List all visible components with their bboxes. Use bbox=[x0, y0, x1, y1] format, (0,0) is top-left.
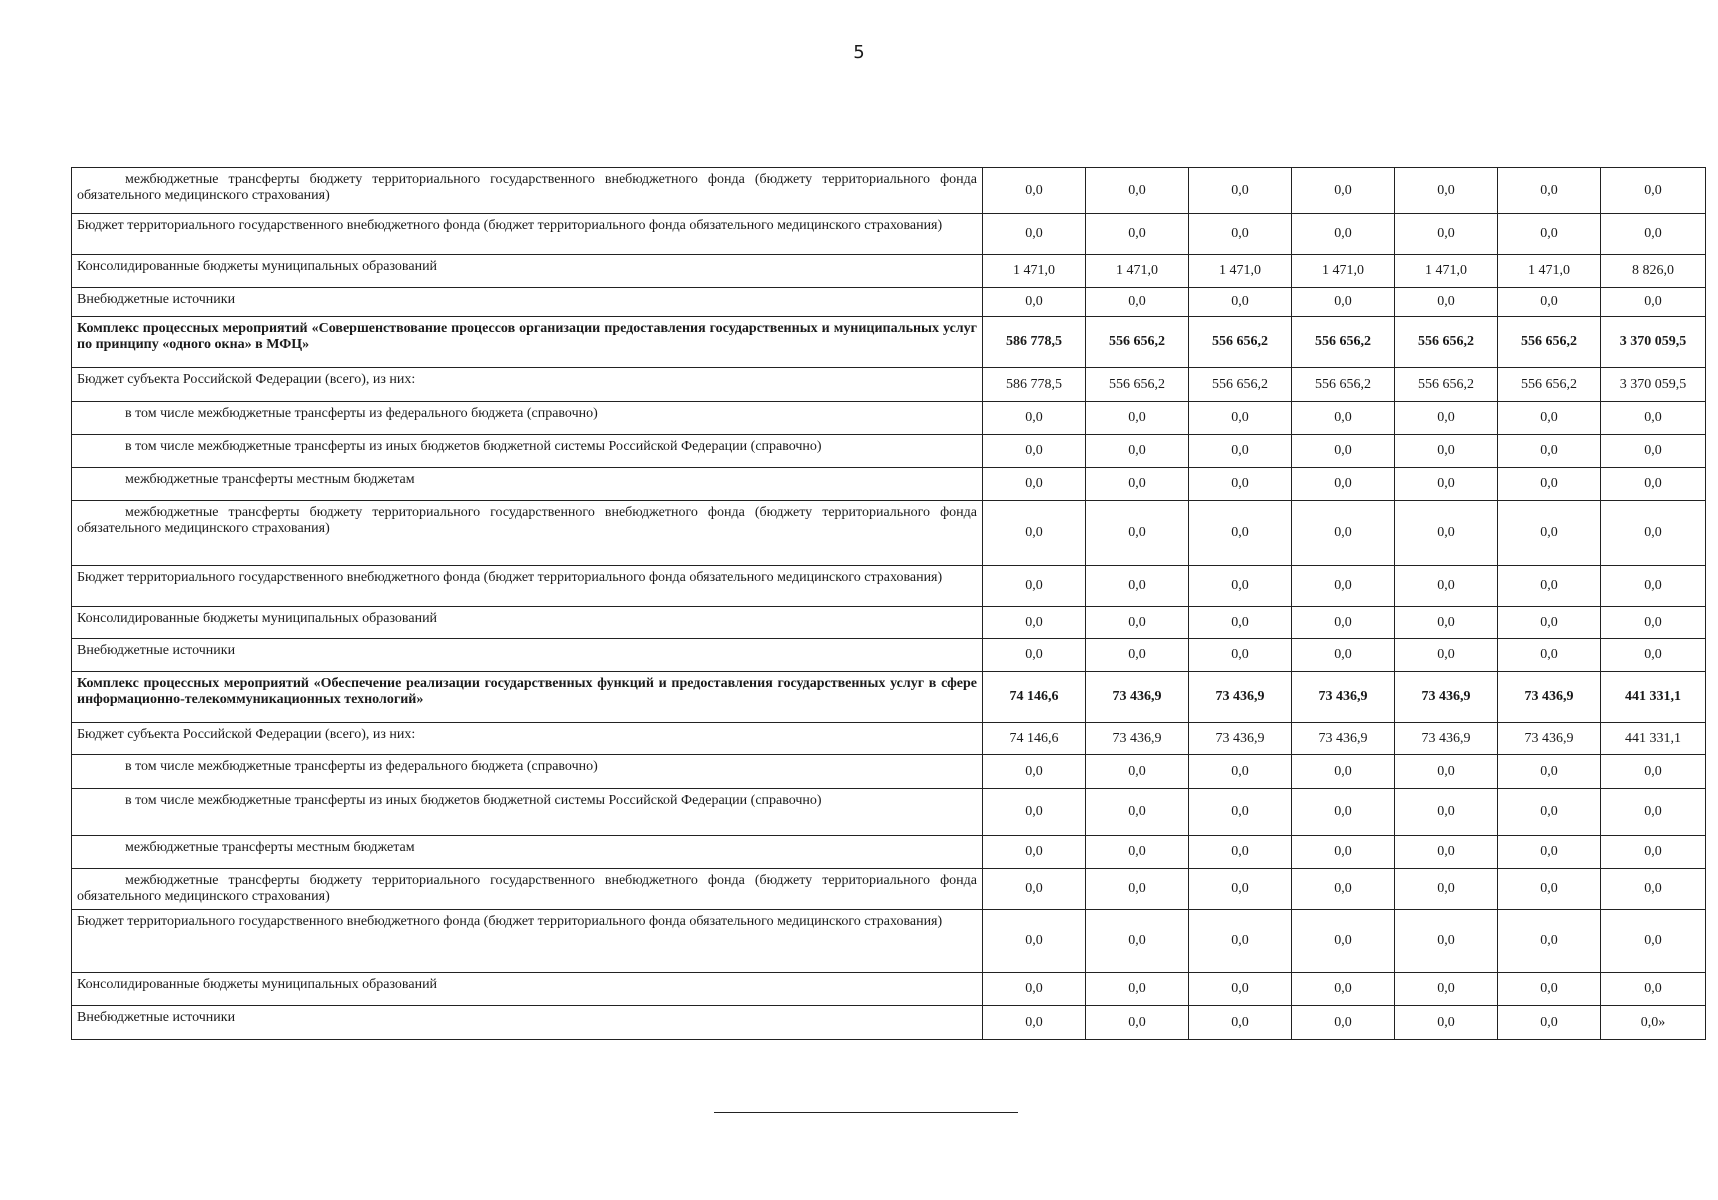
value-cell: 0,0 bbox=[1395, 168, 1498, 214]
value-cell: 556 656,2 bbox=[1395, 368, 1498, 402]
value-cell: 0,0 bbox=[1292, 1006, 1395, 1040]
value-cell-total: 3 370 059,5 bbox=[1601, 317, 1706, 368]
value-cell: 0,0 bbox=[1292, 836, 1395, 869]
value-cell: 73 436,9 bbox=[1189, 672, 1292, 723]
value-cell: 0,0 bbox=[983, 910, 1086, 973]
value-cell-total: 441 331,1 bbox=[1601, 672, 1706, 723]
table-row bbox=[72, 214, 1706, 255]
value-cell: 74 146,6 bbox=[983, 672, 1086, 723]
value-cell: 0,0 bbox=[1395, 755, 1498, 789]
value-cell: 0,0 bbox=[983, 755, 1086, 789]
table-row bbox=[72, 836, 1706, 869]
row-label: Консолидированные бюджеты муниципальных образований bbox=[72, 255, 983, 288]
value-cell: 0,0 bbox=[1189, 168, 1292, 214]
table-row bbox=[72, 789, 1706, 836]
value-cell: 0,0 bbox=[1498, 607, 1601, 639]
table-row bbox=[72, 468, 1706, 501]
row-label: Консолидированные бюджеты муниципальных образований bbox=[72, 607, 983, 639]
value-cell: 1 471,0 bbox=[1189, 255, 1292, 288]
footer-rule bbox=[714, 1112, 1018, 1113]
value-cell: 0,0 bbox=[1189, 639, 1292, 672]
value-cell: 0,0 bbox=[1189, 973, 1292, 1006]
value-cell: 0,0 bbox=[1395, 789, 1498, 836]
value-cell: 0,0 bbox=[983, 402, 1086, 435]
value-cell: 0,0 bbox=[1498, 973, 1601, 1006]
value-cell-total: 0,0 bbox=[1601, 755, 1706, 789]
value-cell: 0,0 bbox=[1498, 501, 1601, 566]
value-cell: 0,0 bbox=[1086, 402, 1189, 435]
row-label: в том числе межбюджетные трансферты из федерального бюджета (справочно) bbox=[72, 402, 983, 435]
value-cell: 556 656,2 bbox=[1498, 317, 1601, 368]
row-label: межбюджетные трансферты местным бюджетам bbox=[72, 836, 983, 869]
value-cell: 1 471,0 bbox=[1292, 255, 1395, 288]
value-cell: 0,0 bbox=[1498, 288, 1601, 317]
value-cell: 556 656,2 bbox=[1292, 317, 1395, 368]
table-row bbox=[72, 869, 1706, 910]
value-cell: 0,0 bbox=[1189, 869, 1292, 910]
row-label: Внебюджетные источники bbox=[72, 288, 983, 317]
value-cell-total: 0,0 bbox=[1601, 910, 1706, 973]
table-row bbox=[72, 607, 1706, 639]
value-cell: 0,0 bbox=[1498, 910, 1601, 973]
row-label: Бюджет территориального государственного внебюджетного фонда (бюджет территориального фонда обязательного медицинского страхования) bbox=[72, 214, 983, 255]
value-cell-total: 0,0 bbox=[1601, 501, 1706, 566]
table-row bbox=[72, 910, 1706, 973]
value-cell-total: 0,0 bbox=[1601, 566, 1706, 607]
value-cell-total: 0,0 bbox=[1601, 639, 1706, 672]
table-row bbox=[72, 639, 1706, 672]
value-cell: 0,0 bbox=[1292, 755, 1395, 789]
value-cell-total: 3 370 059,5 bbox=[1601, 368, 1706, 402]
value-cell: 0,0 bbox=[1189, 607, 1292, 639]
page-number: 5 bbox=[853, 42, 865, 63]
value-cell: 586 778,5 bbox=[983, 317, 1086, 368]
value-cell: 0,0 bbox=[1086, 566, 1189, 607]
value-cell: 0,0 bbox=[1292, 639, 1395, 672]
value-cell: 0,0 bbox=[983, 435, 1086, 468]
value-cell: 586 778,5 bbox=[983, 368, 1086, 402]
value-cell: 0,0 bbox=[1086, 501, 1189, 566]
value-cell: 0,0 bbox=[1292, 214, 1395, 255]
value-cell-total: 0,0 bbox=[1601, 214, 1706, 255]
row-label: в том числе межбюджетные трансферты из федерального бюджета (справочно) bbox=[72, 755, 983, 789]
value-cell: 0,0 bbox=[1189, 836, 1292, 869]
value-cell: 1 471,0 bbox=[1498, 255, 1601, 288]
value-cell: 556 656,2 bbox=[1189, 368, 1292, 402]
value-cell: 0,0 bbox=[1189, 910, 1292, 973]
value-cell: 0,0 bbox=[1395, 869, 1498, 910]
row-label: Внебюджетные источники bbox=[72, 1006, 983, 1040]
value-cell: 0,0 bbox=[1189, 214, 1292, 255]
value-cell: 0,0 bbox=[1498, 755, 1601, 789]
value-cell: 73 436,9 bbox=[1498, 723, 1601, 755]
value-cell: 0,0 bbox=[1395, 468, 1498, 501]
table-row bbox=[72, 435, 1706, 468]
value-cell: 73 436,9 bbox=[1086, 723, 1189, 755]
value-cell: 556 656,2 bbox=[1086, 317, 1189, 368]
value-cell: 556 656,2 bbox=[1292, 368, 1395, 402]
value-cell: 1 471,0 bbox=[1395, 255, 1498, 288]
row-label: Бюджет территориального государственного внебюджетного фонда (бюджет территориального фонда обязательного медицинского страхования) bbox=[72, 910, 983, 973]
value-cell: 0,0 bbox=[1292, 869, 1395, 910]
row-label: в том числе межбюджетные трансферты из иных бюджетов бюджетной системы Российской Федерации (справочно) bbox=[72, 435, 983, 468]
value-cell: 0,0 bbox=[1498, 639, 1601, 672]
value-cell: 0,0 bbox=[1395, 288, 1498, 317]
value-cell: 556 656,2 bbox=[1189, 317, 1292, 368]
value-cell: 0,0 bbox=[1086, 168, 1189, 214]
value-cell: 0,0 bbox=[1498, 402, 1601, 435]
value-cell-total: 0,0 bbox=[1601, 288, 1706, 317]
value-cell-total: 0,0 bbox=[1601, 973, 1706, 1006]
value-cell: 0,0 bbox=[1189, 288, 1292, 317]
value-cell: 0,0 bbox=[1395, 639, 1498, 672]
value-cell: 0,0 bbox=[1086, 910, 1189, 973]
table-row bbox=[72, 288, 1706, 317]
value-cell: 0,0 bbox=[1395, 435, 1498, 468]
value-cell: 0,0 bbox=[1292, 973, 1395, 1006]
value-cell: 73 436,9 bbox=[1292, 672, 1395, 723]
row-label: Консолидированные бюджеты муниципальных образований bbox=[72, 973, 983, 1006]
table-row bbox=[72, 672, 1706, 723]
row-label: межбюджетные трансферты местным бюджетам bbox=[72, 468, 983, 501]
value-cell: 0,0 bbox=[1086, 1006, 1189, 1040]
value-cell: 0,0 bbox=[983, 214, 1086, 255]
table-row bbox=[72, 973, 1706, 1006]
value-cell: 73 436,9 bbox=[1395, 672, 1498, 723]
row-label: межбюджетные трансферты бюджету территориального государственного внебюджетного фонда (бюджету территориального фонда обязательного медицинского страхования) bbox=[72, 168, 983, 214]
value-cell-total: 8 826,0 bbox=[1601, 255, 1706, 288]
value-cell: 0,0 bbox=[1086, 869, 1189, 910]
value-cell: 0,0 bbox=[1498, 168, 1601, 214]
table-row bbox=[72, 402, 1706, 435]
value-cell: 0,0 bbox=[983, 501, 1086, 566]
table-row bbox=[72, 168, 1706, 214]
value-cell-total: 0,0 bbox=[1601, 607, 1706, 639]
value-cell: 0,0 bbox=[1498, 468, 1601, 501]
table-row bbox=[72, 566, 1706, 607]
value-cell-total: 0,0 bbox=[1601, 435, 1706, 468]
value-cell: 0,0 bbox=[1292, 607, 1395, 639]
value-cell: 0,0 bbox=[1395, 214, 1498, 255]
table-row bbox=[72, 368, 1706, 402]
value-cell: 0,0 bbox=[983, 639, 1086, 672]
value-cell: 0,0 bbox=[1395, 607, 1498, 639]
value-cell: 0,0 bbox=[983, 1006, 1086, 1040]
budget-table bbox=[71, 167, 1706, 1040]
budget-table-body bbox=[72, 168, 1706, 1040]
value-cell: 0,0 bbox=[1086, 789, 1189, 836]
value-cell: 0,0 bbox=[1292, 168, 1395, 214]
value-cell: 0,0 bbox=[983, 607, 1086, 639]
value-cell-total: 0,0 bbox=[1601, 836, 1706, 869]
table-row bbox=[72, 317, 1706, 368]
value-cell: 0,0 bbox=[1395, 973, 1498, 1006]
value-cell: 0,0 bbox=[1292, 288, 1395, 317]
value-cell: 0,0 bbox=[1498, 214, 1601, 255]
value-cell: 73 436,9 bbox=[1086, 672, 1189, 723]
value-cell-total: 0,0» bbox=[1601, 1006, 1706, 1040]
value-cell: 0,0 bbox=[1395, 566, 1498, 607]
value-cell: 0,0 bbox=[1292, 501, 1395, 566]
value-cell: 1 471,0 bbox=[1086, 255, 1189, 288]
row-label: Комплекс процессных мероприятий «Обеспечение реализации государственных функций и предоставления государственных услуг в сфере информационно-телекоммуникационных технологий» bbox=[72, 672, 983, 723]
value-cell: 0,0 bbox=[1395, 501, 1498, 566]
value-cell: 0,0 bbox=[1189, 435, 1292, 468]
value-cell: 74 146,6 bbox=[983, 723, 1086, 755]
value-cell: 0,0 bbox=[1292, 468, 1395, 501]
value-cell: 0,0 bbox=[983, 566, 1086, 607]
value-cell: 0,0 bbox=[1498, 566, 1601, 607]
value-cell: 0,0 bbox=[983, 973, 1086, 1006]
value-cell-total: 0,0 bbox=[1601, 168, 1706, 214]
value-cell: 1 471,0 bbox=[983, 255, 1086, 288]
value-cell: 0,0 bbox=[1292, 435, 1395, 468]
table-row bbox=[72, 755, 1706, 789]
value-cell: 0,0 bbox=[1498, 435, 1601, 468]
value-cell: 0,0 bbox=[983, 836, 1086, 869]
value-cell: 0,0 bbox=[983, 168, 1086, 214]
value-cell: 0,0 bbox=[1086, 836, 1189, 869]
value-cell: 0,0 bbox=[1498, 1006, 1601, 1040]
value-cell: 0,0 bbox=[1292, 789, 1395, 836]
value-cell: 0,0 bbox=[1395, 402, 1498, 435]
row-label: межбюджетные трансферты бюджету территориального государственного внебюджетного фонда (бюджету территориального фонда обязательного медицинского страхования) bbox=[72, 501, 983, 566]
table-row bbox=[72, 1006, 1706, 1040]
value-cell: 0,0 bbox=[1189, 1006, 1292, 1040]
value-cell: 0,0 bbox=[1086, 755, 1189, 789]
value-cell-total: 0,0 bbox=[1601, 402, 1706, 435]
value-cell: 0,0 bbox=[1189, 755, 1292, 789]
value-cell: 0,0 bbox=[983, 869, 1086, 910]
value-cell: 0,0 bbox=[1086, 288, 1189, 317]
value-cell: 556 656,2 bbox=[1498, 368, 1601, 402]
value-cell: 73 436,9 bbox=[1189, 723, 1292, 755]
value-cell: 0,0 bbox=[1086, 639, 1189, 672]
value-cell: 0,0 bbox=[1498, 836, 1601, 869]
value-cell: 0,0 bbox=[983, 789, 1086, 836]
value-cell: 556 656,2 bbox=[1086, 368, 1189, 402]
value-cell-total: 441 331,1 bbox=[1601, 723, 1706, 755]
row-label: в том числе межбюджетные трансферты из иных бюджетов бюджетной системы Российской Федерации (справочно) bbox=[72, 789, 983, 836]
value-cell: 0,0 bbox=[1189, 501, 1292, 566]
value-cell-total: 0,0 bbox=[1601, 468, 1706, 501]
value-cell: 0,0 bbox=[1395, 1006, 1498, 1040]
value-cell: 0,0 bbox=[1086, 607, 1189, 639]
row-label: Бюджет субъекта Российской Федерации (всего), из них: bbox=[72, 723, 983, 755]
value-cell: 0,0 bbox=[1189, 566, 1292, 607]
table-row bbox=[72, 723, 1706, 755]
value-cell: 556 656,2 bbox=[1395, 317, 1498, 368]
value-cell: 0,0 bbox=[1498, 789, 1601, 836]
value-cell: 0,0 bbox=[983, 288, 1086, 317]
value-cell: 0,0 bbox=[1189, 468, 1292, 501]
value-cell: 0,0 bbox=[1292, 402, 1395, 435]
value-cell: 73 436,9 bbox=[1292, 723, 1395, 755]
value-cell: 0,0 bbox=[1395, 910, 1498, 973]
value-cell: 73 436,9 bbox=[1395, 723, 1498, 755]
value-cell: 0,0 bbox=[1086, 435, 1189, 468]
value-cell: 0,0 bbox=[1189, 789, 1292, 836]
row-label: Бюджет территориального государственного внебюджетного фонда (бюджет территориального фонда обязательного медицинского страхования) bbox=[72, 566, 983, 607]
value-cell: 0,0 bbox=[1292, 566, 1395, 607]
table-row bbox=[72, 501, 1706, 566]
value-cell: 0,0 bbox=[1086, 214, 1189, 255]
table-row bbox=[72, 255, 1706, 288]
value-cell: 0,0 bbox=[1395, 836, 1498, 869]
row-label: межбюджетные трансферты бюджету территориального государственного внебюджетного фонда (бюджету территориального фонда обязательного медицинского страхования) bbox=[72, 869, 983, 910]
value-cell-total: 0,0 bbox=[1601, 869, 1706, 910]
value-cell: 0,0 bbox=[1189, 402, 1292, 435]
value-cell: 73 436,9 bbox=[1498, 672, 1601, 723]
row-label: Внебюджетные источники bbox=[72, 639, 983, 672]
row-label: Комплекс процессных мероприятий «Совершенствование процессов организации предоставления государственных и муниципальных услуг по принципу «одного окна» в МФЦ» bbox=[72, 317, 983, 368]
value-cell: 0,0 bbox=[1498, 869, 1601, 910]
value-cell-total: 0,0 bbox=[1601, 789, 1706, 836]
value-cell: 0,0 bbox=[1086, 973, 1189, 1006]
value-cell: 0,0 bbox=[1086, 468, 1189, 501]
value-cell: 0,0 bbox=[1292, 910, 1395, 973]
value-cell: 0,0 bbox=[983, 468, 1086, 501]
row-label: Бюджет субъекта Российской Федерации (всего), из них: bbox=[72, 368, 983, 402]
